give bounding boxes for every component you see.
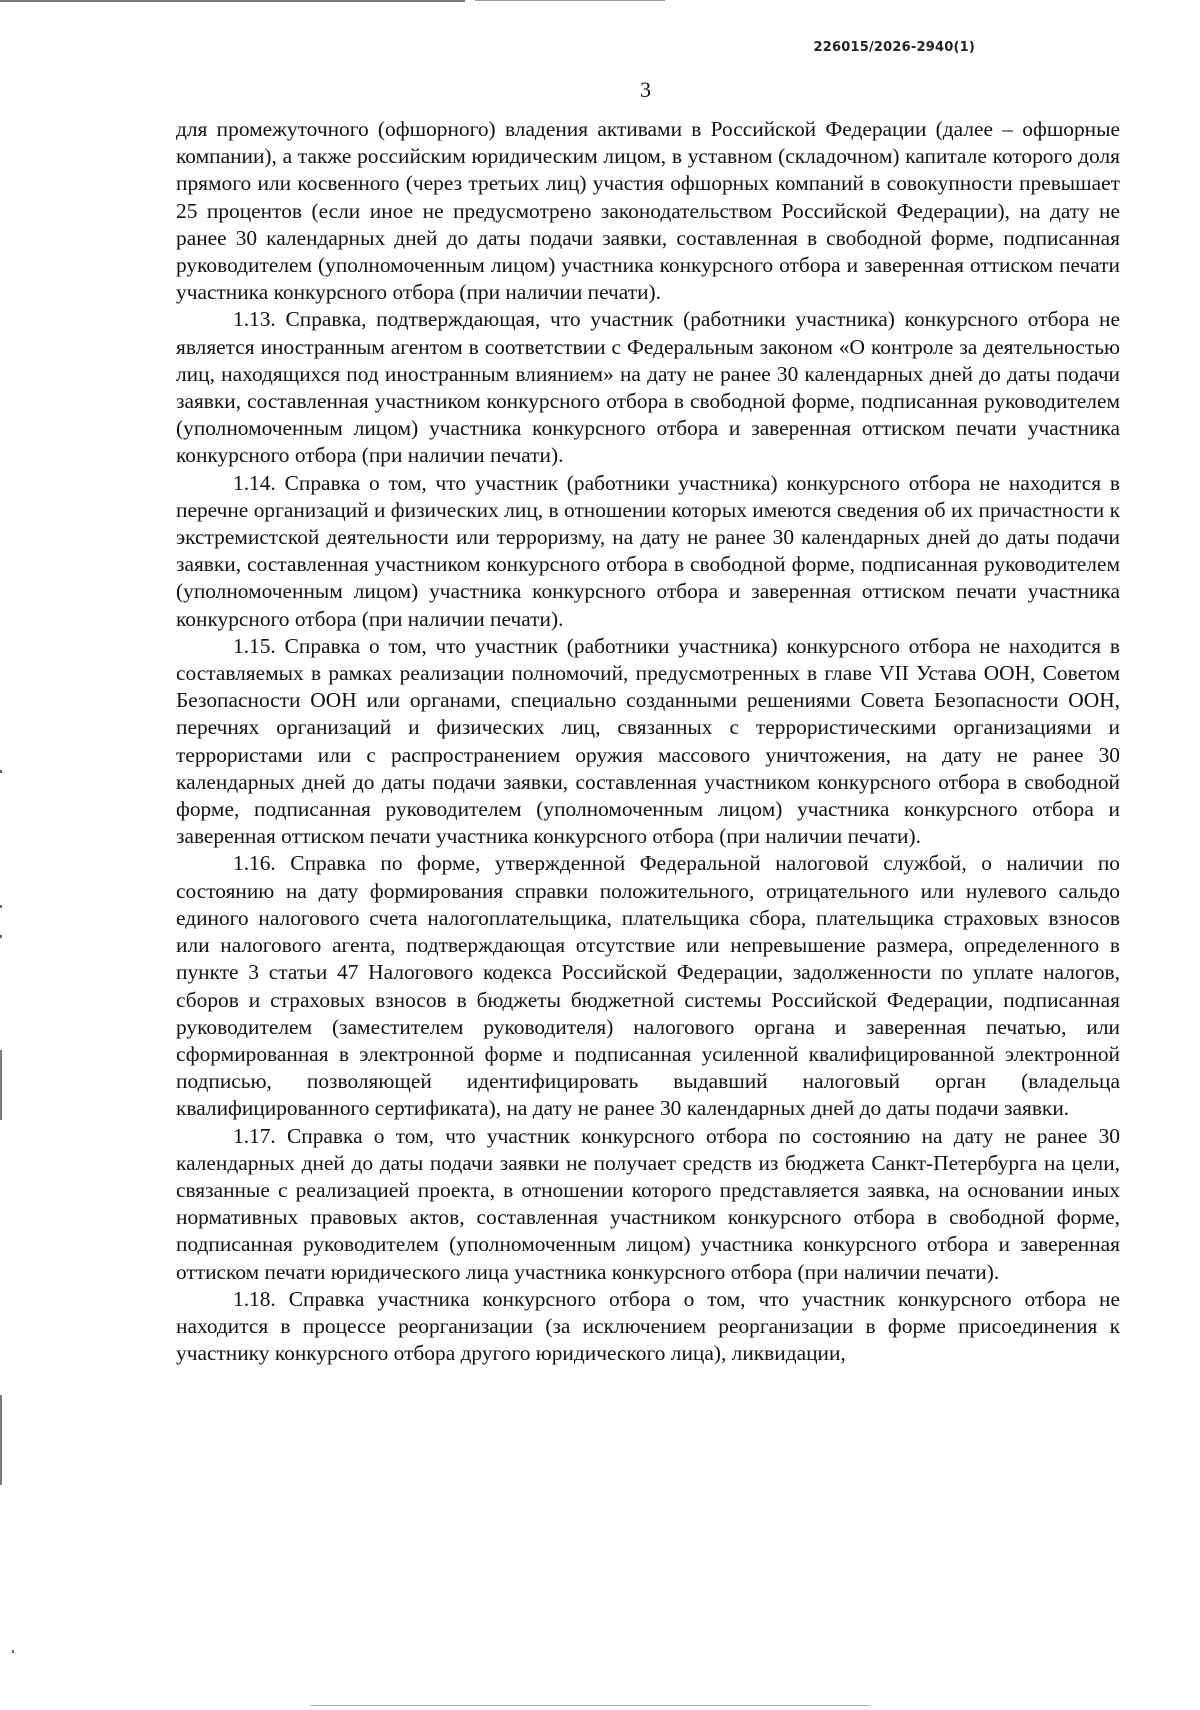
scan-edge-line [0, 0, 465, 2]
scan-edge-line [0, 1050, 2, 1120]
scan-edge-line [0, 1395, 2, 1485]
document-registration-number: 226015/2026-2940(1) [813, 40, 975, 55]
paragraph-1-13: 1.13. Справка, подтверждающая, что участник (работники участника) конкурсного отбора не является иностранным агентом в соответствии с Федеральным законом «О контроле за деятельностью лиц, находящихся под иностранным влиянием» на дату не ранее 30 календарных дней до даты подачи заявки, составленная участником конкурсного отбора в свободной форме, подписанная руководителем (уполномоченным лицом) участника конкурсного отбора и заверенная оттиском печати участника конкурсного отбора (при наличии печати). [176, 307, 1120, 468]
paragraph-continuation: для промежуточного (офшорного) владения активами в Российской Федерации (далее – офшорные компании), а также российским юридическим лицом, в уставном (складочном) капитале которого доля прямого или косвенного (через третьих лиц) участия офшорных компаний в совокупности превышает 25 процентов (если иное не предусмотрено законодательством Российской Федерации), на дату не ранее 30 календарных дней до даты подачи заявки, составленная в свободной форме, подписанная руководителем (уполномоченным лицом) участника конкурсного отбора и заверенная оттиском печати участника конкурсного отбора (при наличии печати). [176, 117, 1120, 305]
page-number: 3 [640, 77, 651, 102]
paragraph-1-15: 1.15. Справка о том, что участник (работники участника) конкурсного отбора не находится в составляемых в рамках реализации полномочий, предусмотренных в главе VII Устава ООН, Советом Безопасности ООН или органами, специально созданными решениями Совета Безопасности ООН, перечнях организаций и физических лиц, связанных с террористическими организациями и террористами или с распространением оружия массового уничтожения, на дату не ранее 30 календарных дней до даты подачи заявки, составленная участником конкурсного отбора в свободной форме, подписанная руководителем (уполномоченным лицом) участника конкурсного отбора и заверенная оттиском печати участника конкурсного отбора (при наличии печати). [176, 633, 1120, 849]
document-body [176, 116, 1120, 1367]
scan-speck [0, 935, 2, 938]
scan-speck [12, 1650, 14, 1653]
paragraph-1-14: 1.14. Справка о том, что участник (работники участника) конкурсного отбора не находится в перечне организаций и физических лиц, в отношении которых имеются сведения об их причастности к экстремистской деятельности или терроризму, на дату не ранее 30 календарных дней до даты подачи заявки, составленная участником конкурсного отбора в свободной форме, подписанная руководителем (уполномоченным лицом) участника конкурсного отбора и заверенная оттиском печати участника конкурсного отбора (при наличии печати). [176, 470, 1120, 631]
scan-edge-line [310, 1705, 870, 1706]
paragraph-1-18: 1.18. Справка участника конкурсного отбора о том, что участник конкурсного отбора не находится в процессе реорганизации (за исключением реорганизации в форме присоединения к участнику конкурсного отбора другого юридического лица), ликвидации, [176, 1286, 1120, 1366]
scan-edge-line [475, 0, 665, 1]
scan-speck [0, 905, 2, 908]
paragraph-1-17: 1.17. Справка о том, что участник конкурсного отбора по состоянию на дату не ранее 30 календарных дней до даты подачи заявки не получает средств из бюджета Санкт-Петербурга на цели, связанные с реализацией проекта, в отношении которого представляется заявка, на основании иных нормативных правовых актов, составленная участником конкурсного отбора в свободной форме, подписанная руководителем (уполномоченным лицом) участника конкурсного отбора и заверенная оттиском печати юридического лица участника конкурсного отбора (при наличии печати). [176, 1123, 1120, 1284]
scan-speck [0, 770, 2, 773]
paragraph-1-16: 1.16. Справка по форме, утвержденной Федеральной налоговой службой, о наличии по состоянию на дату формирования справки положительного, отрицательного или нулевого сальдо единого налогового счета налогоплательщика, плательщика сбора, плательщика страховых взносов или налогового агента, подтверждающая отсутствие или непревышение размера, определенного в пункте 3 статьи 47 Налогового кодекса Российской Федерации, задолженности по уплате налогов, сборов и страховых взносов в бюджеты бюджетной системы Российской Федерации, подписанная руководителем (заместителем руководителя) налогового органа и заверенная печатью, или сформированная в электронной форме и подписанная усиленной квалифицированной электронной подписью, позволяющей идентифицировать выдавший налоговый орган (владельца квалифицированного сертификата), на дату не ранее 30 календарных дней до даты подачи заявки. [176, 851, 1120, 1121]
